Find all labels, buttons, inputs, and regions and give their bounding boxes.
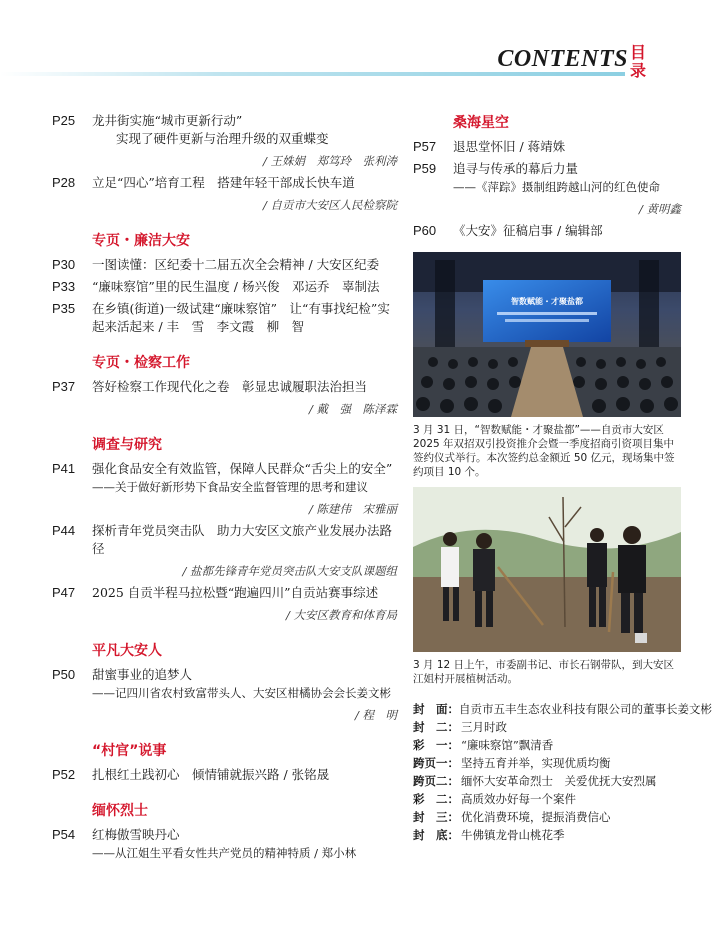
entry-title: 答好检察工作现代化之卷 彰显忠诚履职法治担当 [92, 379, 368, 394]
page-number: P44 [52, 523, 76, 538]
entry-title: “廉味察馆”里的民生温度 / 杨兴俊 邓运乔 辜制法 [92, 279, 380, 294]
photo-caption: 3 月 31 日，“智数赋能・才聚盐都”——自贡市大安区 2025 年双招双引投资推介会暨一季度招商引资项目集中签约仪式举行。本次签约总金额近 50 亿元，现场集中签约项目 10 个。 [413, 424, 675, 478]
conference-scene [413, 252, 681, 417]
toc-entry[interactable] [52, 522, 397, 580]
contents-title-cn: 目录 [630, 43, 647, 80]
entry-title: 在乡镇(街道)一级试建“廉味察馆” 让“有事找纪检”实 [92, 301, 390, 316]
toc-entry[interactable] [52, 112, 397, 170]
cover-row [413, 772, 681, 790]
cover-key: 封 面： [413, 702, 459, 716]
page-number: P50 [52, 667, 76, 682]
entry-subtitle: ——记四川省农村致富带头人、大安区柑橘协会会长姜文彬 [92, 686, 391, 700]
toc-entry[interactable] [413, 138, 681, 156]
cover-row [413, 790, 681, 808]
entry-title: 立足“四心”培育工程 搭建年轻干部成长快车道 [92, 175, 355, 190]
cover-value: 牛佛镇龙骨山桃花季 [461, 828, 565, 842]
entry-title: 追寻与传承的幕后力量 [453, 161, 579, 176]
toc-entry[interactable] [52, 256, 397, 274]
entry-title: 退思堂怀旧 / 蒋靖姝 [453, 139, 566, 154]
entry-title: 扎根红土践初心 倾情铺就振兴路 / 张铭晟 [92, 767, 330, 782]
cover-key: 彩 一： [413, 738, 459, 752]
left-column [52, 112, 397, 866]
entry-author: / 黄明鑫 [638, 202, 681, 216]
entry-title: 2025 自贡半程马拉松暨“跑遍四川”自贡站赛事综述 [92, 585, 379, 600]
page-number: P54 [52, 827, 76, 842]
photo-caption: 3 月 12 日上午，市委副书记、市长石钢带队，到大安区江姐村开展植树活动。 [413, 659, 675, 685]
cover-row [413, 754, 681, 772]
contents-title: CONTENTS [497, 46, 628, 72]
entry-author: / 自贡市大安区人民检察院 [262, 198, 397, 212]
toc-entry[interactable] [52, 826, 397, 862]
cover-key: 封 底： [413, 828, 459, 842]
section-heading: 调查与研究 [92, 437, 162, 453]
cover-key: 彩 二： [413, 792, 459, 806]
toc-entry[interactable] [413, 222, 681, 240]
cover-row [413, 718, 681, 736]
entry-subtitle: ——《萍踪》摄制组跨越山河的红色使命 [453, 180, 660, 194]
cover-value: 优化消费环境，提振消费信心 [461, 810, 611, 824]
entry-author: / 程 明 [354, 708, 397, 722]
page-number: P60 [413, 223, 437, 238]
section-heading: 平凡大安人 [92, 643, 162, 659]
cover-row [413, 808, 681, 826]
toc-entry[interactable] [52, 278, 397, 296]
page-number: P33 [52, 279, 76, 294]
cover-value: 坚持五育并举，实现优质均衡 [461, 756, 611, 770]
entry-title: 探析青年党员突击队 助力大安区文旅产业发展办法路径 [92, 523, 393, 556]
entry-author: / 盐都先锋青年党员突击队大安支队课题组 [182, 564, 397, 578]
page-number: P59 [413, 161, 437, 176]
conference-photo [413, 252, 681, 417]
section-heading: 缅怀烈士 [92, 803, 148, 819]
page-number: P30 [52, 257, 76, 272]
entry-title: 龙井街实施“城市更新行动” [92, 113, 243, 128]
toc-entry[interactable] [52, 300, 397, 336]
entry-title: 强化食品安全有效监管，保障人民群众“舌尖上的安全” [92, 461, 393, 476]
right-column [413, 112, 712, 844]
tree-planting-photo [413, 487, 681, 652]
toc-entry[interactable] [52, 174, 397, 214]
page-number: P41 [52, 461, 76, 476]
entry-title: 一图读懂：区纪委十二届五次全会精神 / 大安区纪委 [92, 257, 380, 272]
section-heading: 专页・廉洁大安 [92, 233, 190, 249]
entry-title: 甜蜜事业的追梦人 [92, 667, 193, 682]
entry-title: 《大安》征稿启事 / 编辑部 [453, 223, 603, 238]
cover-key: 封 二： [413, 720, 459, 734]
entry-title: 红梅傲雪映丹心 [92, 827, 180, 842]
cover-list [413, 700, 712, 844]
cover-value: 自贡市五丰生态农业科技有限公司的董事长姜文彬 [459, 702, 712, 716]
page-number: P25 [52, 113, 76, 128]
toc-entry[interactable] [52, 666, 397, 724]
section-heading: 桑海星空 [453, 115, 509, 131]
page-number: P47 [52, 585, 76, 600]
cover-key: 跨页一： [413, 756, 459, 770]
header-divider [0, 72, 625, 76]
cover-row [413, 826, 681, 844]
page-number: P35 [52, 301, 76, 316]
cover-value: 三月时政 [461, 720, 507, 734]
cover-key: 跨页二： [413, 774, 459, 788]
toc-entry[interactable] [52, 460, 397, 518]
cover-value: 高质效办好每一个案件 [461, 792, 576, 806]
entry-author: / 大安区教育和体育局 [285, 608, 397, 622]
toc-entry[interactable] [52, 378, 397, 418]
entry-subtitle: ——关于做好新形势下食品安全监督管理的思考和建议 [92, 480, 368, 494]
tree-planting-scene [413, 487, 681, 652]
entry-author: / 王姝娟 郑笃玲 张利涛 [262, 154, 397, 168]
cover-value: “廉味察馆”飘清香 [461, 738, 554, 752]
entry-title-continued: 起来活起来 / 丰 雪 李文霞 柳 智 [92, 319, 305, 334]
page-header [0, 0, 700, 90]
page-number: P28 [52, 175, 76, 190]
entry-author: / 戴 强 陈泽霖 [308, 402, 397, 416]
cover-value: 缅怀大安革命烈士 关爱优抚大安烈属 [461, 774, 657, 788]
entry-title-continued: 实现了硬件更新与治理升级的双重蝶变 [116, 131, 329, 146]
cover-row [413, 736, 681, 754]
entry-subtitle: ——从江姐生平看女性共产党员的精神特质 / 郑小林 [92, 846, 357, 860]
page-number: P57 [413, 139, 437, 154]
section-heading: 专页・检察工作 [92, 355, 190, 371]
page-number: P37 [52, 379, 76, 394]
cover-key: 封 三： [413, 810, 459, 824]
section-heading: “村官”说事 [92, 743, 167, 759]
screen-title: 智数赋能・才聚盐都 [511, 297, 583, 306]
toc-entry[interactable] [52, 766, 397, 784]
entry-author: / 陈建伟 宋雅丽 [308, 502, 397, 516]
page-number: P52 [52, 767, 76, 782]
cover-row [413, 700, 712, 718]
toc-entry[interactable] [413, 160, 681, 218]
toc-entry[interactable] [52, 584, 397, 624]
